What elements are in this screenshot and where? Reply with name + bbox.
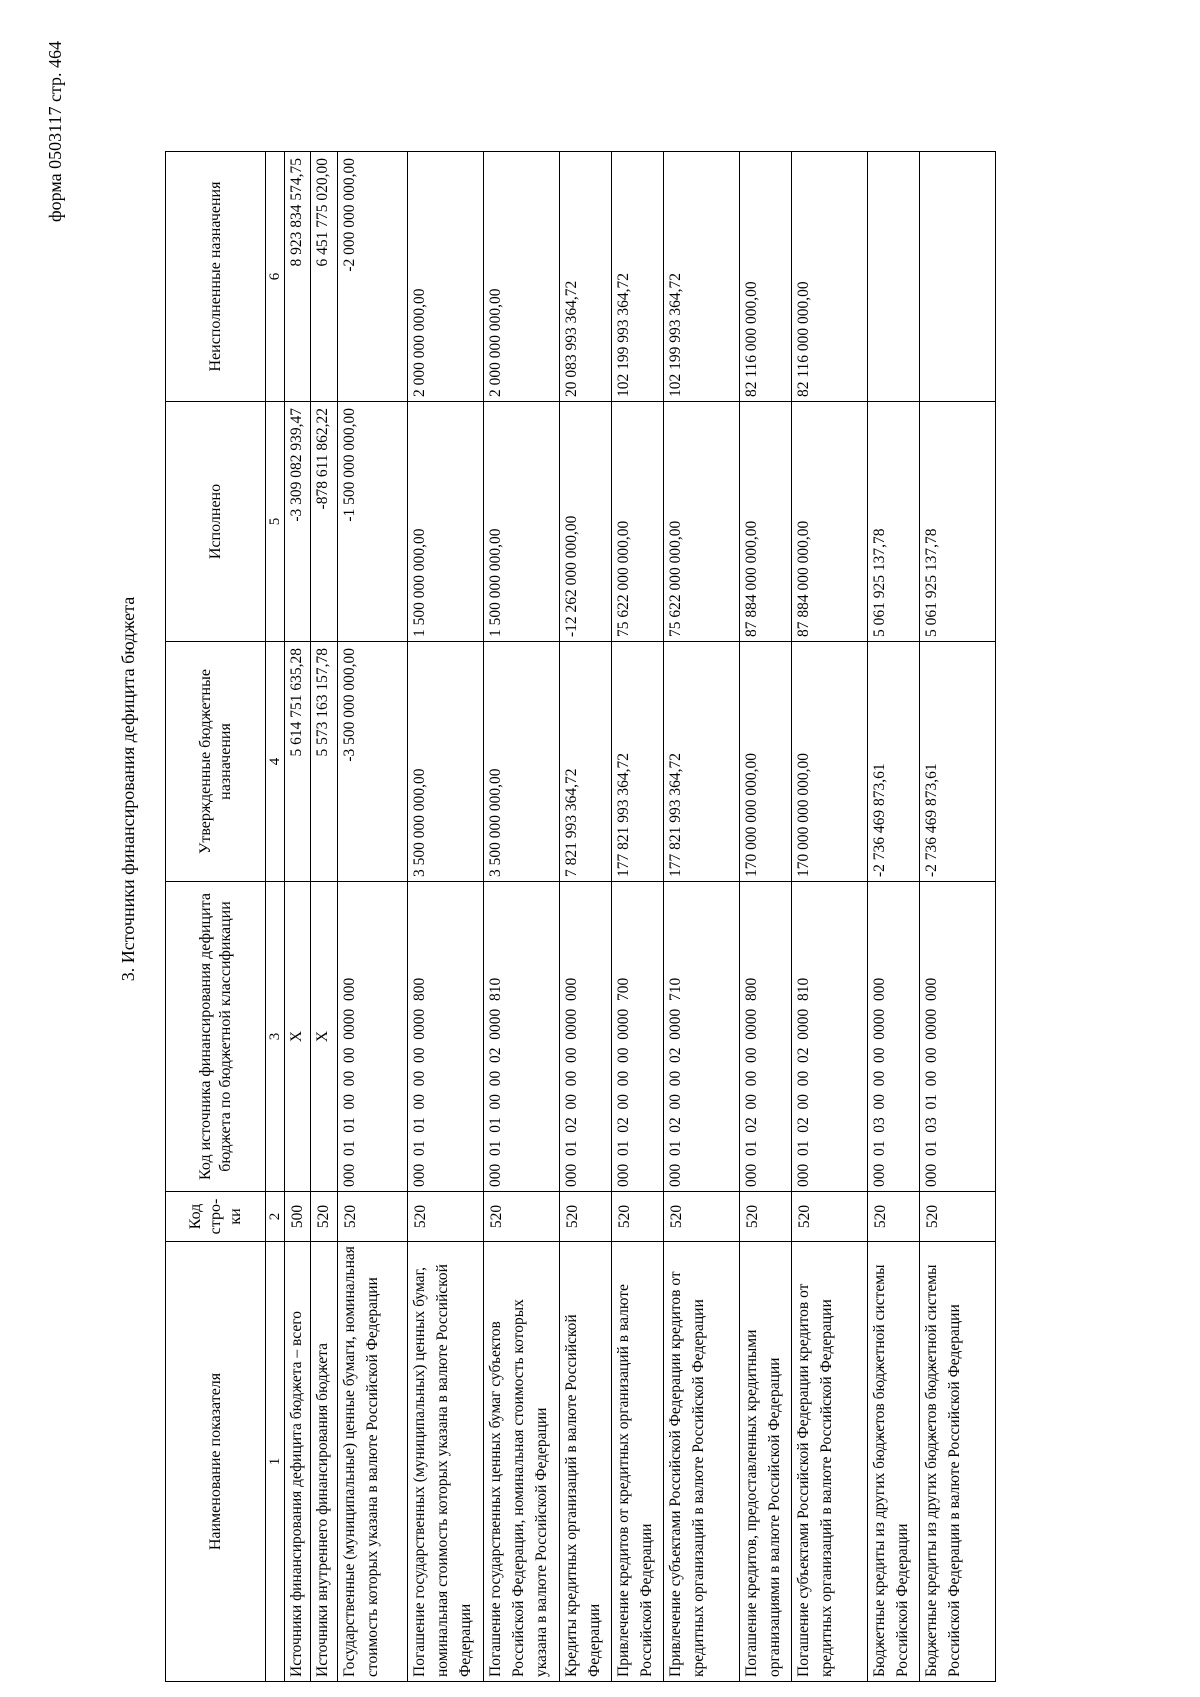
row-approved: 170 000 000 000,00 (791, 642, 867, 882)
row-source-code: 000 01 02 00 00 02 0000 710 (663, 882, 739, 1192)
row-executed: 5 061 925 137,78 (919, 402, 995, 642)
row-line-code: 520 (483, 1192, 559, 1242)
row-executed: -12 262 000 000,00 (559, 402, 611, 642)
row-line-code: 520 (311, 1192, 337, 1242)
table-row (867, 152, 919, 1682)
header-unexecuted: Неисполненные назначения (166, 152, 266, 402)
row-name: Привлечение кредитов от кредитных организаций в валюте Российской Федерации (611, 1242, 663, 1682)
row-name: Бюджетные кредиты из других бюджетов бюджетной системы Российской Федерации в валюте Российской Федерации (919, 1242, 995, 1682)
column-number-row (266, 152, 285, 1682)
row-approved: -2 736 469 873,61 (867, 642, 919, 882)
row-line-code: 520 (407, 1192, 483, 1242)
header-approved: Утвержденные бюджетные назначения (166, 642, 266, 882)
row-unexecuted: -2 000 000 000,00 (337, 152, 407, 402)
row-name: Источники финансирования дефицита бюджета – всего (285, 1242, 311, 1682)
row-approved: -3 500 000 000,00 (337, 642, 407, 882)
table-row (337, 152, 407, 1682)
row-executed: 75 622 000 000,00 (611, 402, 663, 642)
table-row (739, 152, 791, 1682)
row-source-code: 000 01 02 00 00 00 0000 700 (611, 882, 663, 1192)
row-executed: -878 611 862,22 (311, 402, 337, 642)
row-line-code: 520 (867, 1192, 919, 1242)
table-row (663, 152, 739, 1682)
row-approved: -2 736 469 873,61 (919, 642, 995, 882)
row-unexecuted: 20 083 993 364,72 (559, 152, 611, 402)
row-line-code: 520 (663, 1192, 739, 1242)
row-executed: -1 500 000 000,00 (337, 402, 407, 642)
row-source-code: X (311, 882, 337, 1192)
column-number: 6 (266, 152, 285, 402)
row-source-code: 000 01 01 00 00 00 0000 800 (407, 882, 483, 1192)
column-number: 3 (266, 882, 285, 1192)
row-unexecuted (919, 152, 995, 402)
row-source-code: 000 01 01 00 00 00 0000 000 (337, 882, 407, 1192)
row-source-code: 000 01 01 00 00 02 0000 810 (483, 882, 559, 1192)
row-source-code: 000 01 02 00 00 00 0000 000 (559, 882, 611, 1192)
row-approved: 5 573 163 157,78 (311, 642, 337, 882)
row-approved: 177 821 993 364,72 (611, 642, 663, 882)
row-name: Государственные (муниципальные) ценные бумаги, номинальная стоимость которых указана в валюте Российской Федерации (337, 1242, 407, 1682)
column-number: 2 (266, 1192, 285, 1242)
table-row (285, 152, 311, 1682)
row-name: Бюджетные кредиты из других бюджетов бюджетной системы Российской Федерации (867, 1242, 919, 1682)
table-row (611, 152, 663, 1682)
row-executed: 1 500 000 000,00 (407, 402, 483, 642)
row-unexecuted: 82 116 000 000,00 (739, 152, 791, 402)
row-line-code: 500 (285, 1192, 311, 1242)
row-name: Погашение субъектами Российской Федерации кредитов от кредитных организаций в валюте Российской Федерации (791, 1242, 867, 1682)
row-source-code: 000 01 03 01 00 00 0000 000 (919, 882, 995, 1192)
row-approved: 7 821 993 364,72 (559, 642, 611, 882)
column-number: 5 (266, 402, 285, 642)
row-line-code: 520 (791, 1192, 867, 1242)
row-executed: 87 884 000 000,00 (791, 402, 867, 642)
row-source-code: 000 01 02 00 00 02 0000 810 (791, 882, 867, 1192)
row-unexecuted: 102 199 993 364,72 (663, 152, 739, 402)
row-line-code: 520 (611, 1192, 663, 1242)
row-name: Погашение кредитов, предоставленных кредитными организациями в валюте Российской Федерации (739, 1242, 791, 1682)
row-executed: 87 884 000 000,00 (739, 402, 791, 642)
row-name: Кредиты кредитных организаций в валюте Российской Федерации (559, 1242, 611, 1682)
row-unexecuted: 8 923 834 574,75 (285, 152, 311, 402)
row-unexecuted: 102 199 993 364,72 (611, 152, 663, 402)
header-row (166, 152, 266, 1682)
row-executed: -3 309 082 939,47 (285, 402, 311, 642)
table-row (919, 152, 995, 1682)
row-unexecuted: 2 000 000 000,00 (483, 152, 559, 402)
header-source-code: Код источника финансирования дефицита бюджета по бюджетной классификации (166, 882, 266, 1192)
table-row (311, 152, 337, 1682)
row-approved: 170 000 000 000,00 (739, 642, 791, 882)
row-line-code: 520 (337, 1192, 407, 1242)
row-name: Погашение государственных ценных бумаг субъектов Российской Федерации, номинальная стоимость которых указана в валюте Российской Федерации (483, 1242, 559, 1682)
row-approved: 5 614 751 635,28 (285, 642, 311, 882)
row-executed: 5 061 925 137,78 (867, 402, 919, 642)
row-approved: 3 500 000 000,00 (407, 642, 483, 882)
row-source-code: 000 01 02 00 00 00 0000 800 (739, 882, 791, 1192)
row-executed: 75 622 000 000,00 (663, 402, 739, 642)
row-executed: 1 500 000 000,00 (483, 402, 559, 642)
column-number: 1 (266, 1242, 285, 1682)
row-unexecuted: 6 451 775 020,00 (311, 152, 337, 402)
table-row (483, 152, 559, 1682)
row-approved: 177 821 993 364,72 (663, 642, 739, 882)
header-name: Наименование показателя (166, 1242, 266, 1682)
row-source-code: 000 01 03 00 00 00 0000 000 (867, 882, 919, 1192)
table-row (559, 152, 611, 1682)
row-source-code: X (285, 882, 311, 1192)
header-line-code: Код стро-ки (166, 1192, 266, 1242)
row-unexecuted: 2 000 000 000,00 (407, 152, 483, 402)
row-line-code: 520 (919, 1192, 995, 1242)
form-label: форма 0503117 стр. 464 (45, 40, 65, 222)
table-row (407, 152, 483, 1682)
row-line-code: 520 (739, 1192, 791, 1242)
row-unexecuted (867, 152, 919, 402)
table-row (791, 152, 867, 1682)
row-line-code: 520 (559, 1192, 611, 1242)
row-name: Источники внутреннего финансирования бюджета (311, 1242, 337, 1682)
financing-sources-table (165, 151, 996, 1682)
row-name: Привлечение субъектами Российской Федерации кредитов от кредитных организаций в валюте Российской Федерации (663, 1242, 739, 1682)
table-title: 3. Источники финансирования дефицита бюджета (118, 596, 138, 982)
column-number: 4 (266, 642, 285, 882)
header-executed: Исполнено (166, 402, 266, 642)
row-approved: 3 500 000 000,00 (483, 642, 559, 882)
row-name: Погашение государственных (муниципальных) ценных бумаг, номинальная стоимость которых указана в валюте Российской Федерации (407, 1242, 483, 1682)
row-unexecuted: 82 116 000 000,00 (791, 152, 867, 402)
